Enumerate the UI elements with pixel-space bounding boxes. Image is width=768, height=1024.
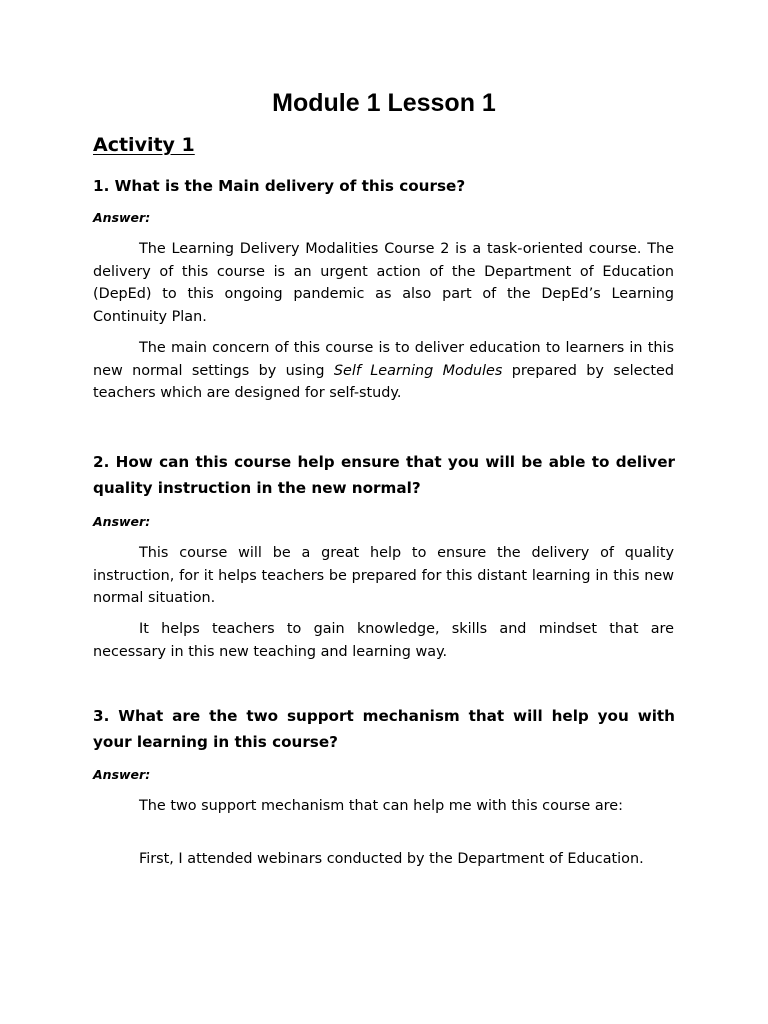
- answer-3-paragraph-2: First, I attended webinars conducted by the Department of Education.: [139, 851, 644, 867]
- paragraph-text: The main concern of this course is to deliver education to learners in this new normal settings by using: [93, 340, 674, 379]
- page-title: Module 1 Lesson 1: [272, 89, 496, 117]
- question-1: 1. What is the Main delivery of this course?: [93, 177, 466, 195]
- emphasis-self-learning-modules: Self Learning Modules: [333, 362, 503, 379]
- paragraph-text: prepared by selected teachers which are designed for self-study.: [93, 362, 675, 401]
- answer-2-paragraph-1: This course will be a great help to ensure the delivery of quality instruction, for it helps teachers be prepared for this distant learning in this new normal situation.: [93, 545, 674, 606]
- answer-3-paragraph-1: The two support mechanism that can help me with this course are:: [139, 798, 623, 814]
- answer-2-paragraph-2: It helps teachers to gain knowledge, skills and mindset that are necessary in this new teaching and learning way.: [93, 621, 674, 660]
- answer-1-paragraph-2: [93, 337, 674, 405]
- answer-label-2: Answer:: [93, 514, 151, 529]
- activity-heading: Activity 1: [93, 134, 195, 156]
- answer-label-3: Answer:: [93, 767, 151, 782]
- question-2: 2. How can this course help ensure that you will be able to deliver quality instruction in the new normal?: [93, 453, 675, 497]
- answer-label-1: Answer:: [93, 210, 151, 225]
- question-3: 3. What are the two support mechanism that will help you with your learning in this course?: [93, 707, 675, 751]
- answer-1-paragraph-1: The Learning Delivery Modalities Course 2 is a task-oriented course. The delivery of this course is an urgent action of the Department of Education (DepEd) to this ongoing pandemic as also part of the DepEd’s Learning Continuity Plan.: [93, 241, 674, 325]
